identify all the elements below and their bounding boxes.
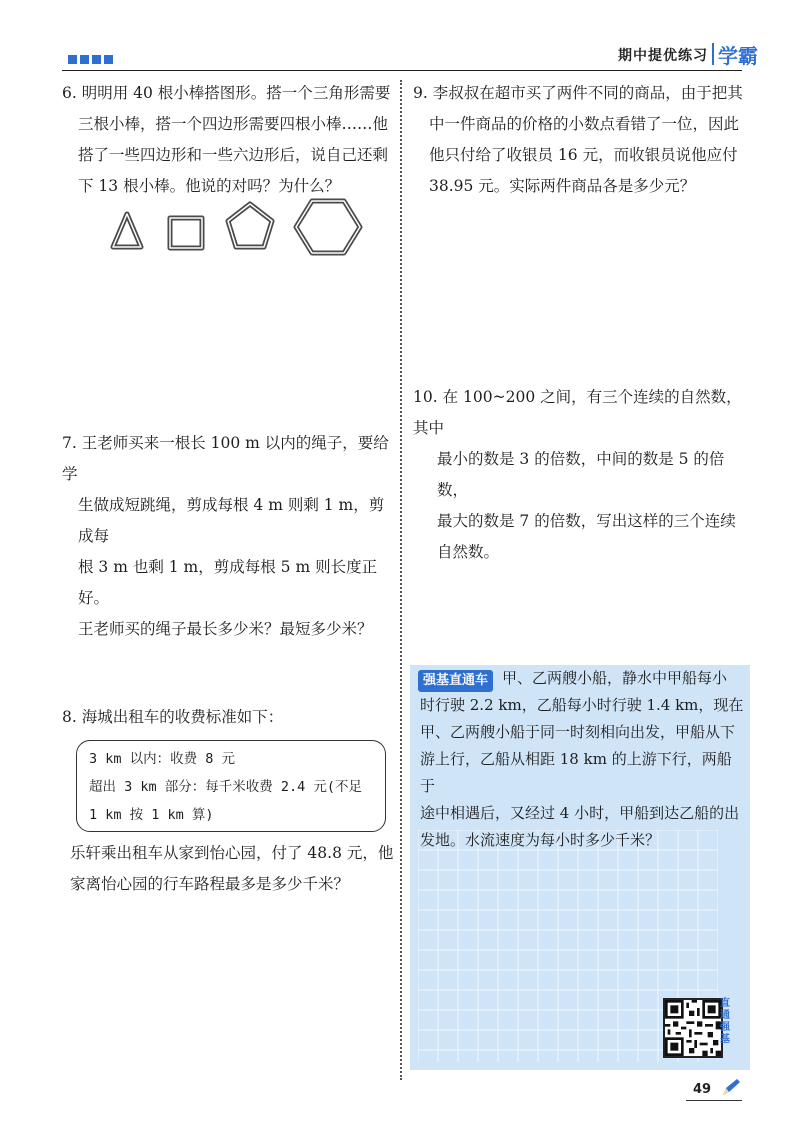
- hexagon-icon: [296, 201, 360, 253]
- fare-line: 1 km 按 1 km 算): [89, 807, 214, 823]
- question-line: 海城出租车的收费标准如下：: [81, 708, 284, 726]
- pencil-icon: [720, 1078, 742, 1098]
- question-line: 王老师买来一根长 100 m 以内的绳子，要给学: [62, 434, 389, 483]
- header-separator: [712, 43, 714, 65]
- fare-line: 超出 3 km 部分：每千米收费 2.4 元(不足: [89, 779, 363, 795]
- bonus-line: 甲、乙两艘小船于同一时刻相向出发，甲船从下: [420, 723, 736, 741]
- question-line: 家离怡心园的行车路程最多是多少千米？: [70, 875, 350, 893]
- question-8-body: [70, 838, 400, 900]
- question-line: 明明用 40 根小棒搭图形。搭一个三角形需要: [81, 84, 391, 102]
- question-number: 7.: [62, 434, 77, 452]
- triangle-icon: [113, 214, 141, 247]
- question-10: [413, 382, 743, 568]
- question-line: 乐轩乘出租车从家到怡心园，付了 48.8 元，他: [70, 844, 394, 862]
- square-icon: [170, 218, 202, 248]
- question-number: 6.: [62, 84, 77, 102]
- question-line: 自然数。: [437, 543, 500, 561]
- question-line: 38.95 元。实际两件商品各是多少元？: [429, 177, 696, 195]
- bonus-line: 时行驶 2.2 km，乙船每小时行驶 1.4 km，现在: [420, 696, 744, 714]
- header-rule: [62, 70, 742, 71]
- bonus-line: 途中相遇后，又经过 4 小时，甲船到达乙船的出: [420, 804, 740, 822]
- column-divider: [400, 80, 402, 1080]
- stick-shapes-figure: [100, 192, 380, 262]
- footer-rule: [686, 1100, 742, 1101]
- question-number: 9.: [413, 84, 428, 102]
- question-line: 最大的数是 7 的倍数，写出这样的三个连续: [437, 512, 736, 530]
- question-line: 中一件商品的价格的小数点看错了一位，因此: [429, 115, 740, 133]
- bonus-line: 游上行，乙船从相距 18 km 的上游下行，两船于: [420, 750, 732, 795]
- bonus-line: 甲、乙两艘小船，静水中甲船每小: [502, 669, 728, 687]
- question-line: 王老师买的绳子最长多少米？最短多少米？: [78, 620, 373, 638]
- bonus-question: [420, 665, 745, 854]
- qr-code-icon[interactable]: [663, 998, 723, 1058]
- header-decoration: [68, 55, 113, 64]
- question-line: 搭了一些四边形和一些六边形后，说自己还剩: [78, 146, 389, 164]
- question-line: 在 100~200 之间，有三个连续的自然数，其中: [413, 388, 742, 437]
- question-8: [62, 702, 392, 733]
- qr-caption: 直通强基: [720, 998, 730, 1045]
- fare-standard-box: [76, 740, 386, 832]
- question-7: [62, 428, 392, 645]
- question-line: 最小的数是 3 的倍数，中间的数是 5 的倍数，: [437, 450, 725, 499]
- question-line: 李叔叔在超市买了两件不同的商品，由于把其: [432, 84, 743, 102]
- page-number: 49: [693, 1082, 712, 1097]
- bonus-line: 发地。水流速度为每小时多少千米？: [420, 831, 661, 849]
- bonus-tag-label: 强基直通车: [418, 670, 493, 692]
- question-number: 8.: [62, 708, 77, 726]
- question-line: 下 13 根小棒。他说的对吗？为什么？: [78, 177, 341, 195]
- question-line: 根 3 m 也剩 1 m，剪成每根 5 m 则长度正好。: [78, 558, 378, 607]
- question-9: [413, 78, 743, 202]
- question-line: 三根小棒，搭一个四边形需要四根小棒……他: [78, 115, 389, 133]
- question-6: [62, 78, 392, 202]
- question-line: 他只付给了收银员 16 元，而收银员说他应付: [429, 146, 738, 164]
- brand-logo: 学霸: [718, 44, 758, 68]
- page-header-title: 期中提优练习: [618, 48, 708, 64]
- question-number: 10.: [413, 388, 438, 406]
- fare-line: 3 km 以内：收费 8 元: [89, 751, 236, 767]
- question-line: 生做成短跳绳，剪成每根 4 m 则剩 1 m，剪成每: [78, 496, 385, 545]
